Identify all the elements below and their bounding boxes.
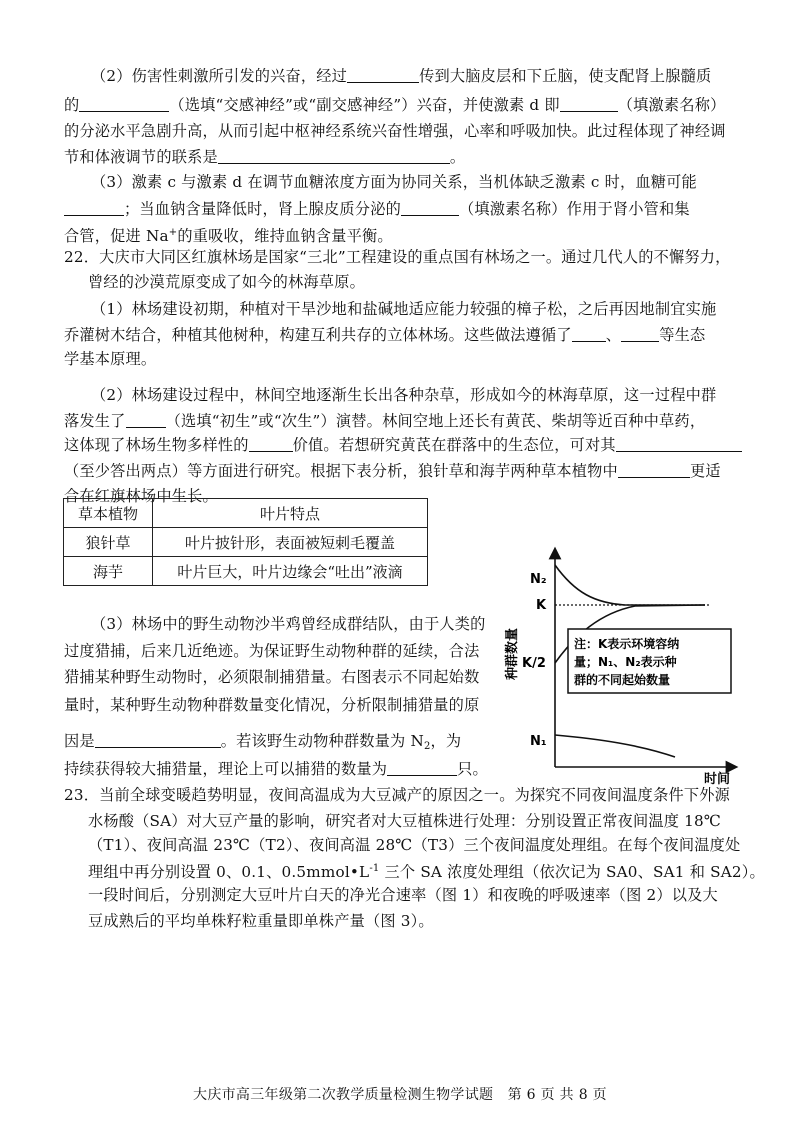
q22-line1: 22．大庆市大同区红旗林场是国家“三北”工程建设的重点国有林场之一。通过几代人的不懈努力，	[64, 248, 731, 266]
q22-s3-line5	[64, 730, 461, 758]
text: 等生态	[659, 326, 706, 344]
note-line2: 量；N₁、N₂表示种	[574, 655, 677, 669]
q23-line1: 23．当前全球变暖趋势明显，夜间高温成为大豆减产的原因之一。为探究不同夜间温度条件下外源	[64, 786, 731, 804]
q22-s2-line5: 合在红旗林场中生长。	[64, 487, 218, 505]
text: （填激素名称）作用于肾小管和集	[458, 200, 690, 218]
answer-blank[interactable]	[401, 199, 459, 216]
population-graph	[500, 545, 740, 785]
q22-s3-line6	[64, 758, 488, 780]
p2-line2	[64, 198, 690, 220]
answer-blank[interactable]	[218, 147, 450, 164]
text: （选填“初生”或“次生”）演替。林间空地上还长有黄芪、柴胡等近百种中草药，	[165, 412, 706, 430]
text: 合管，促进 Na	[64, 227, 169, 245]
q23-line6: 豆成熟后的平均单株籽粒重量即单株产量（图 3）。	[88, 912, 434, 930]
text: 只。	[457, 760, 488, 778]
table-row	[64, 499, 428, 528]
text: 。	[449, 148, 466, 166]
q23-line4	[88, 858, 765, 883]
q22-s2-line3	[64, 434, 742, 456]
q22-s2-line1: （2）林场建设过程中，林间空地逐渐生长出各种杂草，形成如今的林海草原，这一过程中群	[91, 386, 717, 404]
k2-label: K/2	[522, 656, 546, 671]
text: 这体现了林场生物多样性的	[64, 436, 249, 454]
answer-blank[interactable]	[79, 95, 169, 112]
table-header: 草本植物	[64, 499, 153, 528]
k-label: K	[536, 598, 547, 613]
text: 持续获得较大捕猎量，理论上可以捕猎的数量为	[64, 760, 388, 778]
answer-blank[interactable]	[387, 759, 457, 776]
text: （选填“交感神经”或“副交感神经”）兴奋，并使激素 d 即	[169, 96, 560, 114]
table-cell: 狼针草	[64, 528, 153, 557]
answer-blank[interactable]	[560, 95, 618, 112]
text: 价值。若想研究黄芪在群落中的生态位，可对其	[292, 436, 616, 454]
q22-s1-line1: （1）林场建设初期，种植对干旱沙地和盐碱地适应能力较强的樟子松，之后再因地制宜实施	[91, 300, 717, 318]
subscript: 2	[423, 741, 431, 752]
note-line3: 群的不同起始数量	[574, 673, 671, 687]
answer-blank[interactable]	[347, 66, 419, 83]
text: （至少答出两点）等方面进行研究。根据下表分析，狼针草和海芋两种草本植物中	[64, 462, 618, 480]
table-cell: 海芋	[64, 557, 153, 586]
q22-s2-line2	[64, 410, 705, 432]
n1-curve	[555, 735, 675, 757]
text: （填激素名称）	[617, 96, 726, 114]
q22-line2: 曾经的沙漠荒原变成了如今的林海草原。	[88, 273, 365, 291]
answer-blank[interactable]	[618, 461, 690, 478]
text: 的	[64, 96, 80, 114]
p1-line3: 的分泌水平急剧升高，从而引起中枢神经系统兴奋性增强，心率和呼吸加快。此过程体现了神经调	[64, 122, 726, 140]
text: 理组中再分别设置 0、0.1、0.5mmol•L	[88, 863, 370, 881]
n2-curve	[555, 565, 705, 605]
answer-blank[interactable]	[249, 435, 293, 452]
herb-table	[63, 498, 428, 586]
text: 的重吸收，维持血钠含量平衡。	[177, 227, 393, 245]
p1-line2	[64, 94, 725, 116]
text: 乔灌树木结合，种植其他树种，构建互利共存的立体林场。这些做法遵循了	[64, 326, 572, 344]
x-axis-label: 时间	[704, 772, 731, 785]
text: 传到大脑皮层和下丘脑，使支配肾上腺髓质	[419, 67, 712, 85]
table-cell: 叶片巨大，叶片边缘会“吐出”液滴	[153, 557, 428, 586]
superscript: +	[168, 227, 178, 238]
text: 更适	[689, 462, 721, 480]
p2-line1: （3）激素 c 与激素 d 在调节血糖浓度方面为协同关系，当机体缺乏激素 c 时，血糖可能	[91, 173, 697, 191]
note-line1: 注：K表示环境容纳	[574, 637, 680, 651]
text: 、	[605, 326, 622, 344]
answer-blank[interactable]	[572, 325, 606, 342]
q22-s3-line1: （3）林场中的野生动物沙半鸡曾经成群结队，由于人类的	[91, 615, 486, 633]
q22-s3-line2: 过度猎捕，后来几近绝迹。为保证野生动物种群的延续，合法	[64, 642, 480, 660]
q23-line2: 水杨酸（SA）对大豆产量的影响，研究者对大豆植株进行处理：分别设置正常夜间温度 18℃	[88, 812, 722, 830]
p1-line4	[64, 146, 465, 168]
answer-blank[interactable]	[95, 731, 221, 748]
answer-blank[interactable]	[621, 325, 659, 342]
superscript: -1	[369, 863, 380, 874]
p1-line1	[91, 65, 711, 87]
n1-label: N₁	[530, 734, 547, 749]
q22-s1-line2	[64, 324, 705, 346]
text: 节和体液调节的联系是	[64, 148, 218, 166]
text: 因是	[64, 732, 95, 750]
table-row	[64, 528, 428, 557]
answer-blank[interactable]	[126, 411, 166, 428]
page-footer: 大庆市高三年级第二次教学质量检测生物学试题 第 6 页 共 8 页	[193, 1087, 607, 1103]
y-axis-label: 种群数量	[505, 627, 520, 680]
table-row	[64, 557, 428, 586]
text: ；当血钠含量降低时，肾上腺皮质分泌的	[124, 200, 401, 218]
answer-blank[interactable]	[616, 435, 742, 452]
q22-s2-line4	[64, 460, 721, 482]
table-cell: 叶片披针形，表面被短刺毛覆盖	[153, 528, 428, 557]
text: 三个 SA 浓度处理组（依次记为 SA0、SA1 和 SA2）。	[379, 863, 765, 881]
table-header: 叶片特点	[153, 499, 428, 528]
q22-s3-line4: 量时，某种野生动物种群数量变化情况，分析限制捕猎量的原	[64, 696, 480, 714]
q23-line5: 一段时间后，分别测定大豆叶片白天的净光合速率（图 1）和夜晚的呼吸速率（图 2）以及大	[88, 886, 718, 904]
answer-blank[interactable]	[64, 199, 124, 216]
text: 。若该野生动物种群数量为 N	[220, 732, 424, 750]
n2-label: N₂	[530, 572, 547, 587]
p2-line3	[64, 222, 393, 247]
text: （2）伤害性刺激所引发的兴奋，经过	[91, 67, 348, 85]
q22-s3-line3: 猎捕某种野生动物时，必须限制捕猎量。右图表示不同起始数	[64, 668, 480, 686]
text: ，为	[430, 732, 462, 750]
q23-line3: （T1）、夜间高温 23℃（T2）、夜间高温 28℃（T3）三个夜间温度处理组。在每个夜间温度处	[88, 836, 741, 854]
q22-s1-line3: 学基本原理。	[64, 350, 157, 368]
text: 落发生了	[64, 412, 126, 430]
